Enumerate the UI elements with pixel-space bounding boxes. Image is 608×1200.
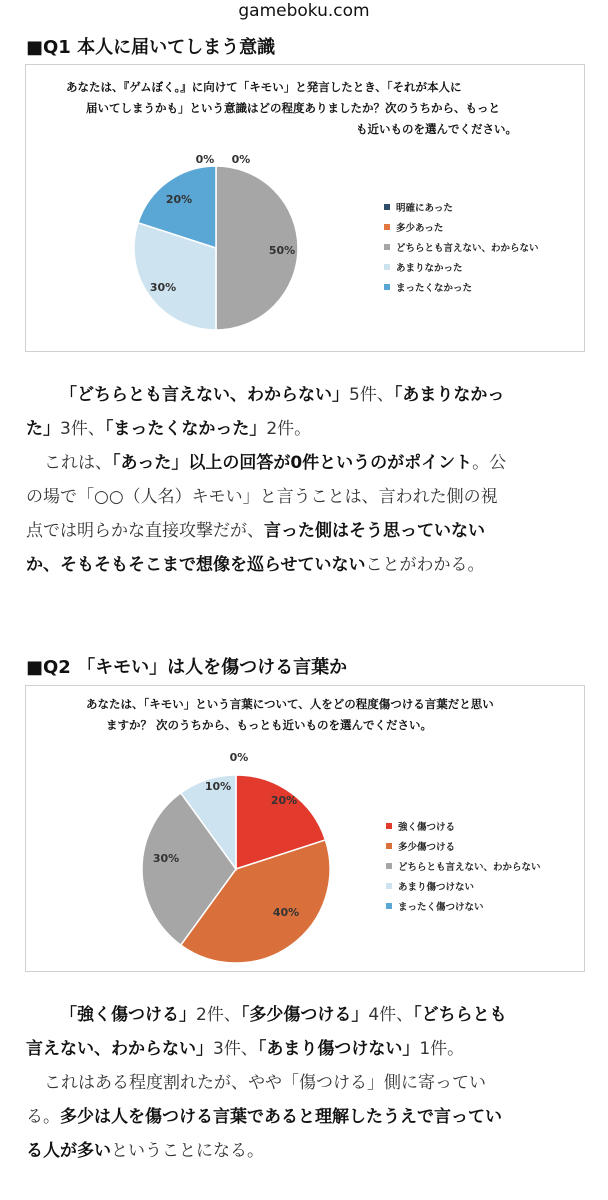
q1-analysis-text: か、そもそもそこまで想像を巡らせていない bbox=[26, 555, 366, 575]
q2-summary-text: 「強く傷つける」 bbox=[60, 1005, 196, 1025]
q2-analysis-text: ということになる。 bbox=[111, 1141, 264, 1161]
site-domain: gameboku.com bbox=[238, 1, 370, 21]
q1-slice-label: 30% bbox=[149, 281, 177, 294]
q1-analysis-text: の場で「○○（人名）キモい」と言うことは、言われた側の視 bbox=[26, 487, 498, 507]
q2-analysis-text: る人が多い bbox=[26, 1141, 111, 1161]
q1-slice-label: 0% bbox=[195, 153, 215, 166]
q2-slice-label: 0% bbox=[229, 751, 249, 764]
q2-analysis-text: これはある程度割れたが、やや「傷つける」側に寄ってい bbox=[44, 1073, 486, 1093]
q1-legend-swatch bbox=[384, 204, 390, 210]
q1-slice-label: 50% bbox=[268, 244, 296, 257]
q1-analysis-text: これは、 bbox=[44, 453, 112, 473]
q2-summary-text: 「あまり傷つけない」 bbox=[257, 1039, 420, 1059]
q1-heading: ■Q1 本人に届いてしまう意識 bbox=[26, 37, 276, 58]
q1-summary-text: 「まったくなかった」 bbox=[104, 419, 267, 439]
q1-summary-text: 「どちらとも言えない、わからない」 bbox=[60, 385, 349, 405]
q2-figure bbox=[25, 685, 585, 972]
q1-analysis-text: 点では明らかな直接攻撃だが、 bbox=[26, 521, 264, 541]
q2-heading: ■Q2 「キモい」は人を傷つける言葉か bbox=[26, 657, 348, 678]
q2-summary-text: 「多少傷つける」 bbox=[240, 1005, 369, 1025]
q2-question-line: あなたは、「キモい」という言葉について、人をどの程度傷つける言葉だと思い bbox=[86, 697, 494, 711]
q1-analysis-text: 言った側はそう思っていない bbox=[264, 521, 485, 541]
q1-legend-item bbox=[384, 197, 539, 217]
q2-summary-text: 言えない、わからない」 bbox=[26, 1039, 213, 1059]
q1-slice-label: 20% bbox=[165, 193, 193, 206]
q1-analysis-text: 。公 bbox=[472, 453, 507, 473]
q2-question-line: ますか？ 次のうちから、もっとも近いものを選んでください。 bbox=[106, 718, 433, 732]
q2-legend-item bbox=[386, 856, 541, 876]
q2-legend-label: どちらとも言えない、わからない bbox=[398, 862, 541, 873]
q1-question-line: あなたは、『ゲムぼく。』に向けて「キモい」と発言したとき、「それが本人に bbox=[66, 80, 462, 94]
q2-legend-label: まったく傷つけない bbox=[398, 902, 484, 913]
q2-legend-item bbox=[386, 896, 541, 916]
q2-legend-swatch bbox=[386, 843, 392, 849]
q1-question-line: も近いものを選んでください。 bbox=[356, 122, 517, 136]
q1-analysis-text: ことがわかる。 bbox=[365, 555, 485, 575]
q2-legend-item bbox=[386, 816, 541, 836]
q1-legend-swatch bbox=[384, 284, 390, 290]
q1-summary bbox=[26, 378, 586, 582]
q2-summary-text: 4件、 bbox=[368, 1005, 414, 1025]
q1-legend-label: 明確にあった bbox=[396, 203, 453, 214]
q2-legend-swatch bbox=[386, 903, 392, 909]
q2-slice-label: 20% bbox=[270, 794, 298, 807]
q1-pie-chart bbox=[96, 145, 336, 345]
q1-legend-item bbox=[384, 217, 539, 237]
q1-figure bbox=[25, 64, 585, 352]
q2-legend-label: あまり傷つけない bbox=[398, 882, 475, 893]
q1-legend-label: 多少あった bbox=[396, 223, 444, 234]
q2-legend-label: 多少傷つける bbox=[398, 842, 456, 853]
q2-analysis-text: る。 bbox=[26, 1107, 60, 1127]
q1-analysis-text: 「あった」以上の回答が0件というのがポイント bbox=[112, 453, 473, 473]
q2-summary-text: 2件、 bbox=[196, 1005, 241, 1025]
q1-legend-swatch bbox=[384, 244, 390, 250]
q1-summary-text: 5件、 bbox=[349, 385, 394, 405]
q1-legend-label: あまりなかった bbox=[396, 263, 463, 274]
q1-legend-label: どちらとも言えない、わからない bbox=[396, 243, 539, 254]
q1-legend-label: まったくなかった bbox=[396, 283, 473, 294]
q1-summary-text: 3件、 bbox=[60, 419, 105, 439]
q2-analysis-text: 多少は人を傷つける言葉であると理解したうえで言ってい bbox=[60, 1107, 502, 1127]
q2-summary-text: 「どちらとも bbox=[413, 1005, 507, 1025]
q2-summary bbox=[26, 998, 586, 1168]
q1-question bbox=[66, 77, 517, 140]
q1-legend bbox=[384, 197, 539, 297]
q2-legend-swatch bbox=[386, 863, 392, 869]
q1-legend-item bbox=[384, 237, 539, 257]
q2-slice-label: 40% bbox=[272, 906, 300, 919]
q2-legend-item bbox=[386, 876, 541, 896]
q2-legend-swatch bbox=[386, 883, 392, 889]
q1-question-line: 届いてしまうかも」という意識はどの程度ありましたか？次のうちから、もっと bbox=[86, 101, 500, 115]
q1-legend-item bbox=[384, 257, 539, 277]
q2-legend-swatch bbox=[386, 823, 392, 829]
q2-summary-text: 1件。 bbox=[419, 1039, 465, 1059]
q1-summary-text: 2件。 bbox=[266, 419, 312, 439]
q2-summary-text: 3件、 bbox=[213, 1039, 258, 1059]
q2-legend-item bbox=[386, 836, 541, 856]
q1-summary-text: 「あまりなかっ bbox=[393, 385, 505, 405]
q2-question bbox=[86, 694, 494, 736]
q2-legend-label: 強く傷つける bbox=[398, 822, 456, 833]
q1-summary-text: た」 bbox=[26, 419, 60, 439]
q2-slice-label: 10% bbox=[204, 780, 232, 793]
q1-slice-label: 0% bbox=[231, 153, 251, 166]
q1-legend-item bbox=[384, 277, 539, 297]
q2-pie-chart bbox=[96, 744, 356, 964]
q2-slice-label: 30% bbox=[152, 852, 180, 865]
q2-legend bbox=[386, 816, 541, 916]
q1-legend-swatch bbox=[384, 224, 390, 230]
q1-legend-swatch bbox=[384, 264, 390, 270]
